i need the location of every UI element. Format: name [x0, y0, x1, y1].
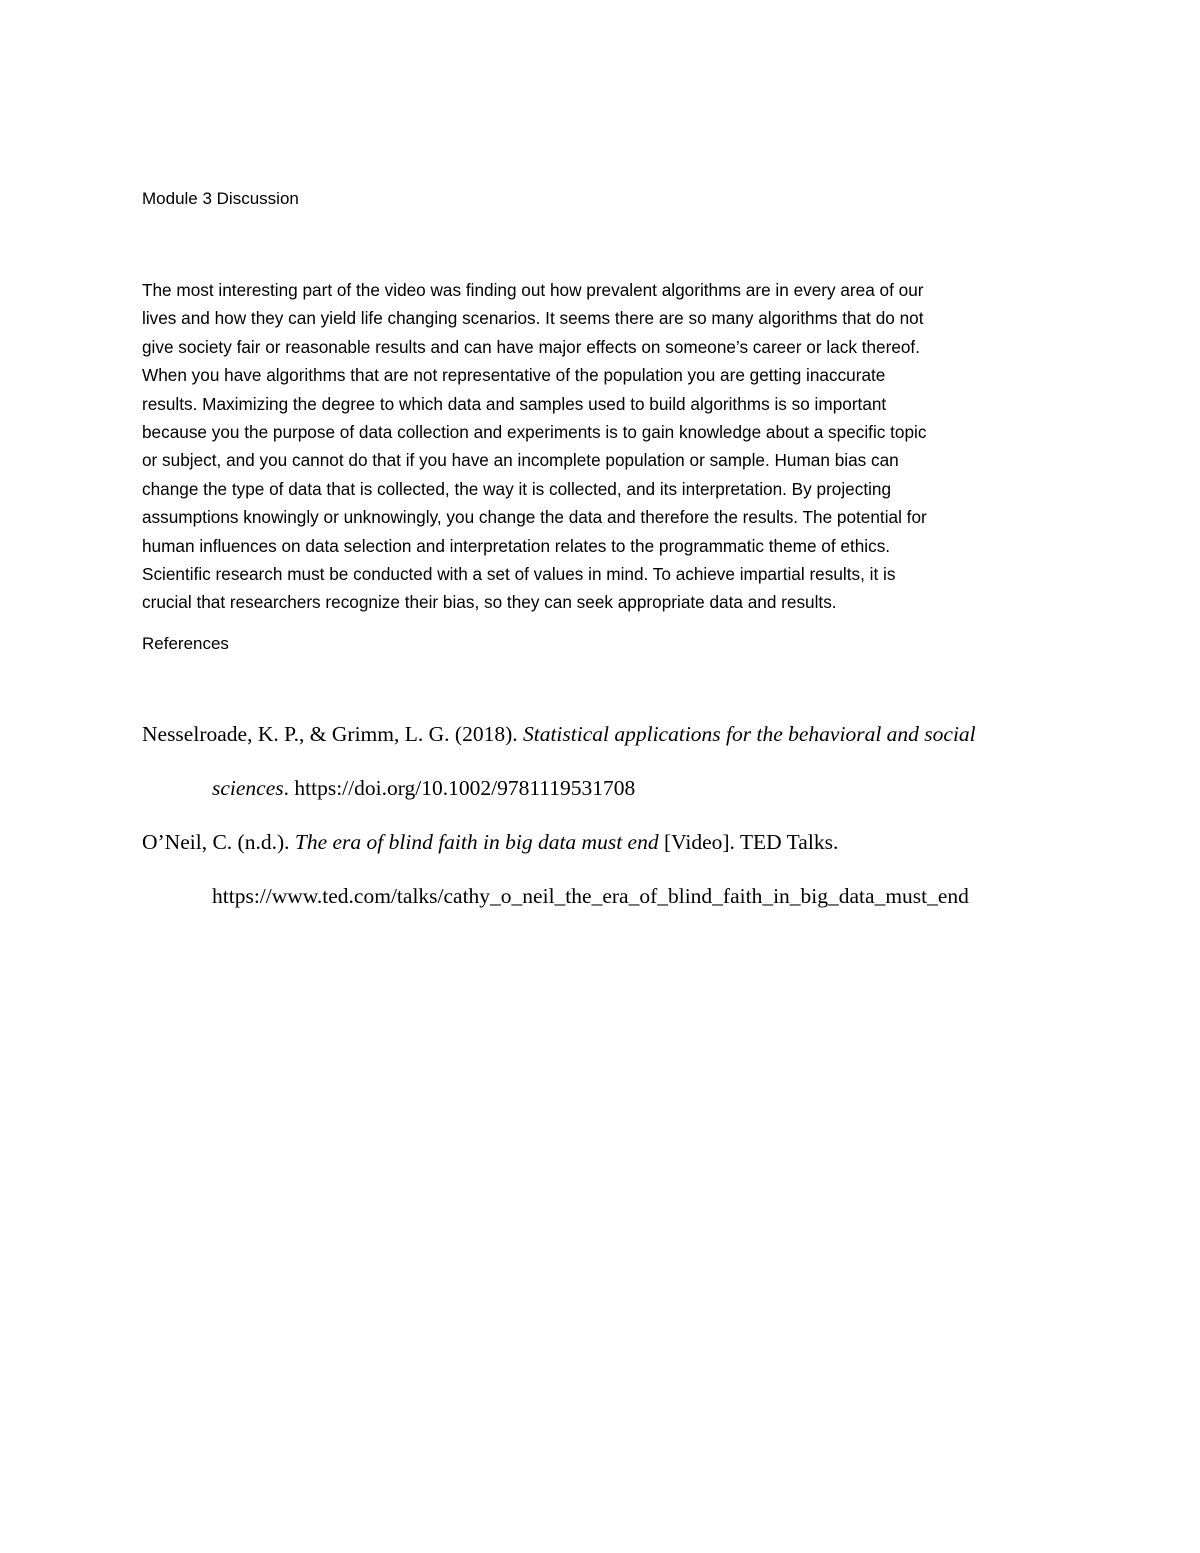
paragraph-line: change the type of data that is collected, the way it is collected, and its interpretation. By projecting [142, 478, 892, 499]
paragraph-line: crucial that researchers recognize their bias, so they can seek appropriate data and results. [142, 592, 837, 613]
reference-2-line-1 [142, 827, 838, 857]
reference-1-title: Statistical applications for the behavioral and social [522, 722, 976, 746]
paragraph-line: results. Maximizing the degree to which data and samples used to build algorithms is so important [142, 393, 887, 414]
paragraph-line: assumptions knowingly or unknowingly, you change the data and therefore the results. The potential for [142, 507, 927, 528]
document-title: Module 3 Discussion [142, 189, 299, 208]
reference-2-url: https://www.ted.com/talks/cathy_o_neil_the_era_of_blind_faith_in_big_data_must_end [212, 884, 969, 908]
paragraph-line: Scientific research must be conducted with a set of values in mind. To achieve impartial results, it is [142, 564, 896, 585]
reference-1-line-1 [142, 719, 976, 749]
reference-1-authors: Nesselroade, K. P., & Grimm, L. G. (2018). [142, 722, 523, 746]
paragraph-line: or subject, and you cannot do that if you have an incomplete population or sample. Human bias can [142, 450, 899, 471]
paragraph-line: human influences on data selection and interpretation relates to the programmatic theme of ethics. [142, 535, 891, 556]
paragraph-line: lives and how they can yield life changing scenarios. It seems there are so many algorithms that do not [142, 308, 924, 329]
discussion-paragraph [142, 276, 1082, 617]
reference-2-source: [Video]. TED Talks. [658, 830, 839, 854]
paragraph-line: The most interesting part of the video was finding out how prevalent algorithms are in every area of our [142, 280, 924, 300]
reference-2-authors: O’Neil, C. (n.d.). [142, 830, 295, 854]
paragraph-line: because you the purpose of data collection and experiments is to gain knowledge about a specific topic [142, 422, 927, 443]
paragraph-line: When you have algorithms that are not representative of the population you are getting inaccurate [142, 365, 886, 386]
reference-1-doi: . https://doi.org/10.1002/9781119531708 [283, 776, 636, 800]
paragraph-line: give society fair or reasonable results and can have major effects on someone’s career or lack thereof. [142, 336, 920, 357]
reference-1-line-2 [212, 773, 635, 803]
references-heading: References [142, 634, 229, 653]
reference-2-title: The era of blind faith in big data must end [294, 830, 659, 854]
reference-1-title-cont: sciences [212, 776, 284, 800]
